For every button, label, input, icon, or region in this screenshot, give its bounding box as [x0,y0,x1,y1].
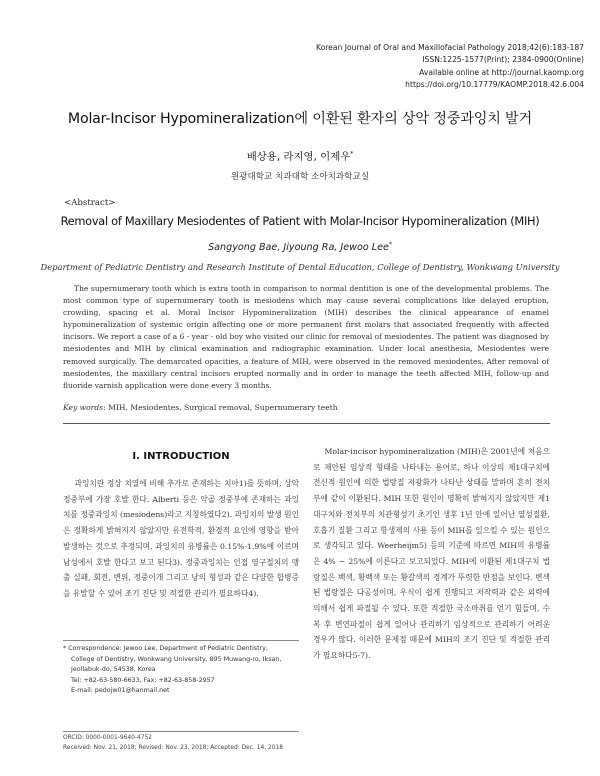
corresponding-mark: * [350,150,354,158]
intro-paragraph-2: Molar-incisor hypomineralization (MIH)은 2001년에 처음으로 제안된 임상적 형태를 나타내는 용어로, 하나 이상의 제1대구치에 전신적 원인에 의한 법랑질 저광화가 나타난 상태를 말하며 흔히 전치부에 같이 이환된다. MIH 또한 원인이 명확히 밝혀지지 않았지만 제1대구치와 전치부의 치관형성기 초기인 생후 1년 안에 일어난 열성질환, 호흡기 질환 그리고 항생제의 사용 등이 MIH를 일으킬 수 있는 원인으로 생각되고 있다. Weerheijm5) 등의 기준에 따르면 MIH의 유병률은 4% ~ 25%에 이른다고 보고되었다. MIH에 이환된 제1대구치 법랑질은 백색, 황백색 또는 황갈색의 경계가 뚜렷한 반점을 보인다. 변색된 법랑질은 다공성이며, 우식이 쉽게 진행되고 저작력과 같은 외력에 의해서 쉽게 파절될 수 있다. 또한 적절한 국소마취를 얻기 힘들며, 수복 후 변연파절이 쉽게 일어나 관리하기 임상적으로 관리하기 어려운 경우가 많다. 이러한 문제점 때문에 MIH의 조기 진단 및 적절한 관리가 필요하다5-7). [313,447,550,661]
paper-title-korean: Molar-Incisor Hypomineralization에 이환된 환자의 상악 정중과잉치 발거 [67,111,533,127]
address-line-1: College of Dentistry, Wonkwang University, 895 Muwang-ro, Iksan, [71,655,282,663]
journal-header [164,42,584,92]
orcid: ORCID: 0000-0001-9640-4752 [63,735,153,741]
correspondence-footnote [63,644,303,697]
address-line-2: Jeollabuk-do, 54538, Korea [71,666,156,673]
article-dates: Received: Nov. 21, 2018; Revised: Nov. 23, 2018; Accepted: Dec. 14, 2018 [63,745,283,751]
paper-title-english: Removal of Maxillary Mesiodentes of Patient with Molar-Incisor Hypomineralization (MIH) [60,214,540,228]
available-online: Available online at http://journal.kaomp.org [419,67,584,77]
affiliation-korean: 원광대학교 치과대학 소아치과학교실 [230,172,370,182]
article-meta [63,733,313,753]
authors-korean [0,148,600,163]
keywords [63,403,549,412]
affiliation-english: Department of Pediatric Dentistry and Research Institute of Dental Education, College of Dentistry, Wonkwang University [40,262,560,272]
intro-column-left [63,476,299,602]
section-divider [63,423,550,424]
author-names-english: Sangyong Bae, Jiyoung Ra, Jewoo Lee [208,242,389,254]
intro-column-right [313,444,550,664]
authors-english [0,241,600,253]
author-names-korean: 배상용, 라지영, 이제우 [246,151,351,163]
section-heading-introduction: Ⅰ. INTRODUCTION [132,451,230,462]
keywords-list: : MIH, Mesiodentes, Surgical removal, Supernumerary teeth [103,403,338,412]
corresponding-mark-english: * [388,241,392,248]
correspondence-line: * Correspondence: Jewoo Lee, Department of Pediatric Dentistry, [63,645,268,652]
journal-citation: Korean Journal of Oral and Maxillofacial Pathology 2018;42(6):183-187 [315,43,584,52]
issn: ISSN:1225-1577(Print); 2384-0900(Online) [422,55,584,65]
meta-divider [63,731,299,732]
intro-paragraph-1: 과잉치란 정상 치열에 비해 추가로 존재하는 치아1)를 뜻하며, 상악 정중부에 가장 호발 한다. Alberti 등은 악골 정중부에 존재하는 과잉치를 정중과잉치 (mesiodens)라고 지칭하였다2). 과잉치의 발생 원인은 정확하게 밝혀지지 않았지만 유전학적, 환경적 요인에 영향을 받아 발생하는 것으로 추정되며, 과잉치의 유병률은 0.15%-1.9%에 이르며 남성에서 호발 한다고 보고 된다3). 정중과잉치는 인접 영구절치의 맹출 실패, 회전, 변위, 정중이개 그리고 낭의 형성과 같은 다양한 합병증을 유발할 수 있어 조기 진단 및 적절한 관리가 필요하다4). [63,479,299,598]
abstract-label: <Abstract> [64,198,116,208]
email[interactable]: E-mail: pedojw01@hanmail.net [71,687,170,694]
keywords-label: Key words [63,403,104,412]
abstract-text: The supernumerary tooth which is extra tooth in comparison to normal dentition is one of the developmental problems. The most common type of supernumerary tooth is mesiodens which may cause several complications like delayed eruption, crowding, spacing et al. Moral Incisor Hypomineralization (MIH) describes the clinical appearance of enamel hypomineralization of systemic origin affecting one or more permanent first molars that associated frequently with affected incisors. We report a case of a 6 - year - old boy who visited our clinic for removal of mesiodentes. The patient was diagnosed by mesiodentes and MIH by clinical examination and radiographic examination. Under local anesthesia, Mesiodentes were removed surgically. The demarcated opacities, a feature of MIH, were observed in the removed mesiodentes. After removal of mesiodentes, the maxillary central incisors erupted normally and in order to manage the teeth affected MIH, follow-up and fluoride varnish application were done every 3 months. [63,284,549,390]
doi-link[interactable]: https://doi.org/10.17779/KAOMP.2018.42.6.004 [405,80,584,90]
footnote-divider [63,640,299,641]
phone-fax: Tel: +82-63-580-6633, Fax: +82-63-858-2957 [71,676,215,684]
